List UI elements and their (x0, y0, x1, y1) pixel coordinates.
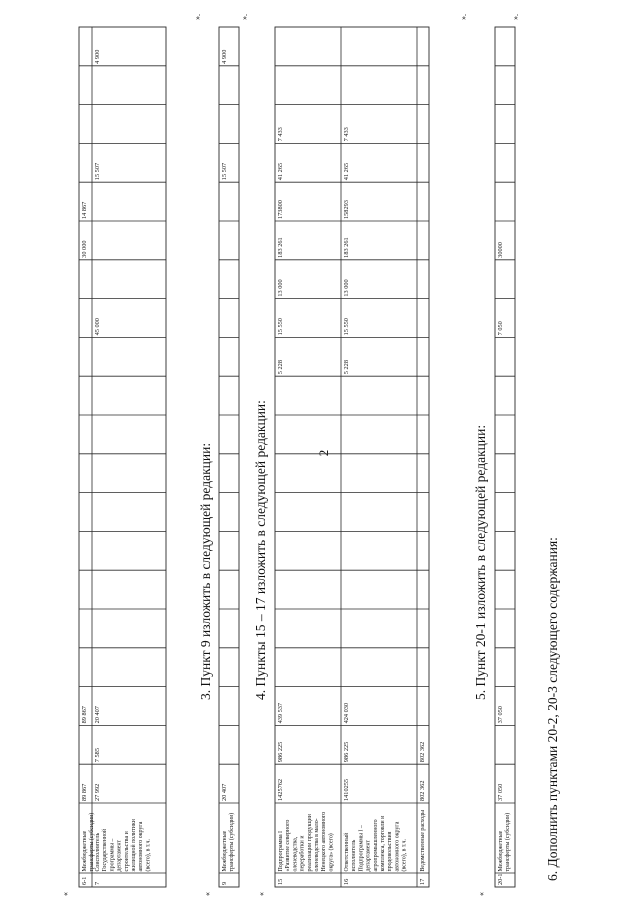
heading-item-20-1: 5. Пункт 20-1 изложить в следующей редакции: (473, 424, 488, 700)
table-row (343, 127, 408, 885)
value-cell: 986 225 (343, 741, 350, 763)
table-grid (275, 27, 429, 887)
table-row (277, 127, 334, 885)
value-cell: 37 050 (497, 783, 504, 801)
value-cell: 158293 (343, 200, 350, 219)
row-name-line: жилищной политики (131, 819, 137, 872)
row-name-line: Государственной (102, 828, 109, 872)
row-name-line: трансферты (субсидии) (89, 812, 96, 872)
value-cell: 15 550 (343, 318, 350, 336)
value-cell: 986 225 (277, 741, 284, 763)
value-cell: 424 030 (343, 702, 350, 724)
table-row (419, 742, 426, 885)
row-name-line: автономного округа (138, 821, 145, 872)
value-cell: 439 537 (277, 702, 284, 724)
quote-close-table1: ». (193, 14, 202, 20)
row-name-line: агропромышленного (372, 819, 379, 872)
value-cell: 45 000 (94, 318, 101, 336)
rotated-page-content (61, 14, 560, 896)
value-cell: 183 261 (343, 237, 350, 258)
row-number: 17 (419, 878, 426, 885)
value-cell: 7 585 (94, 748, 101, 763)
row-name-line: программы – (109, 838, 116, 872)
row-number: 15 (277, 878, 284, 885)
value-cell: 173800 (277, 200, 284, 219)
row-number: 7 (94, 881, 101, 885)
value-cell: 7 433 (277, 127, 284, 142)
quote-close-table4: ». (511, 14, 520, 20)
heading-items-15-17: 4. Пункты 15 – 17 изложить в следующей редакции: (253, 400, 268, 700)
value-cell: 41 265 (277, 162, 284, 181)
row-name-line: Межбюджетные (498, 830, 504, 872)
row-name-line: продовольствия (387, 831, 394, 872)
value-cell: 89 867 (81, 783, 88, 801)
row-name-line: департамент (116, 839, 123, 872)
value-cell: 4 900 (94, 49, 101, 64)
table-row-9 (219, 27, 239, 887)
row-name-line: Межбюджетные (82, 830, 88, 872)
row-name-line: комплекса, торговли и (380, 815, 386, 872)
value-cell: 30 000 (81, 240, 88, 258)
value-cell: 5 228 (277, 360, 284, 375)
row-name-line: департамент (365, 839, 372, 872)
page-number: 2 (316, 449, 331, 457)
value-cell: 7 050 (497, 321, 504, 336)
value-cell: 41 265 (343, 162, 350, 181)
row-name-line: трансферты (субсидии) (229, 812, 236, 872)
value-cell: 20 407 (94, 706, 101, 724)
quote-open-table3: « (257, 892, 266, 896)
row-name-line: «Развитие северного (285, 819, 292, 872)
row-number: 9 (221, 881, 228, 885)
value-cell: 14 867 (81, 201, 88, 219)
table-row (94, 50, 151, 885)
row-name-line: Подпрограмма I (278, 830, 284, 872)
value-cell: 183 261 (277, 237, 284, 258)
row-name-line: реализации продукции (306, 814, 313, 872)
table-rows-6-1-7 (79, 27, 166, 887)
row-name-line: Ненецкого автономного (321, 811, 328, 872)
table-row (497, 242, 511, 885)
quote-close-table2: ». (240, 14, 249, 20)
value-cell: 27 992 (94, 783, 101, 801)
table-frame (275, 27, 429, 887)
quote-open-table4: « (477, 892, 486, 896)
table-row-20-1 (495, 27, 515, 887)
quote-open-table2: « (203, 892, 212, 896)
value-cell: 15 507 (94, 162, 101, 181)
row-number: 20-1 (497, 873, 504, 885)
value-cell: 1425762 (277, 778, 284, 801)
value-cell: 1410255 (343, 778, 350, 801)
value-cell: 37 050 (497, 706, 504, 724)
table-grid (495, 66, 515, 873)
value-cell: 4 900 (221, 49, 228, 64)
value-cell: 13 000 (277, 279, 284, 297)
row-name-line: округа» (всего) (328, 833, 335, 872)
table-frame (219, 27, 239, 887)
row-name-line: оленеводства, (292, 836, 299, 872)
table-frame (495, 27, 515, 887)
row-name-line: оленеводства в мало- (314, 818, 320, 872)
value-cell: 20 407 (221, 783, 228, 801)
heading-items-20-2-20-3: 6. Дополнить пунктами 20-2, 20-3 следующего содержания: (545, 537, 560, 881)
row-name-line: исполнитель (351, 839, 358, 872)
value-cell: 15 507 (221, 162, 228, 181)
value-cell: 5 228 (343, 360, 350, 375)
value-cell: 13 000 (343, 279, 350, 297)
row-name-line: Межбюджетные (222, 830, 228, 872)
row-name-line: трансферты (субсидии) (505, 812, 512, 872)
value-cell: 7 433 (343, 127, 350, 142)
row-name-line: переработки и (299, 835, 306, 872)
quote-close-table3: ». (459, 14, 468, 20)
table-grid (79, 27, 166, 887)
value-cell: 15 550 (277, 318, 284, 336)
row-name-line: Ведомственные расходы (420, 810, 426, 872)
row-name-line: Ответственный (344, 832, 350, 872)
quote-open-table1: « (61, 892, 70, 896)
value-cell: 89 867 (81, 706, 88, 724)
heading-item-3: 3. Пункт 9 изложить в следующей редакции: (198, 442, 213, 700)
table-row (221, 50, 235, 885)
value-cell: 30000 (497, 242, 504, 258)
row-number: 6-1 (81, 876, 88, 885)
row-name-line: (всего), в т.ч. (145, 839, 152, 872)
table-row (81, 202, 95, 885)
value-cell: 802 362 (419, 780, 426, 801)
row-name-line: (всего), в т.ч. (401, 839, 408, 872)
row-name-line: автономного округа (394, 821, 401, 872)
table-grid (219, 66, 239, 873)
row-name-line: Соисполнитель (95, 832, 101, 872)
row-name-line: строительства и (123, 831, 130, 872)
row-number: 16 (343, 878, 350, 885)
row-name-line: Подпрограммы I – (358, 825, 365, 872)
table-rows-15-17 (275, 27, 429, 887)
value-cell: 802 362 (419, 741, 426, 763)
